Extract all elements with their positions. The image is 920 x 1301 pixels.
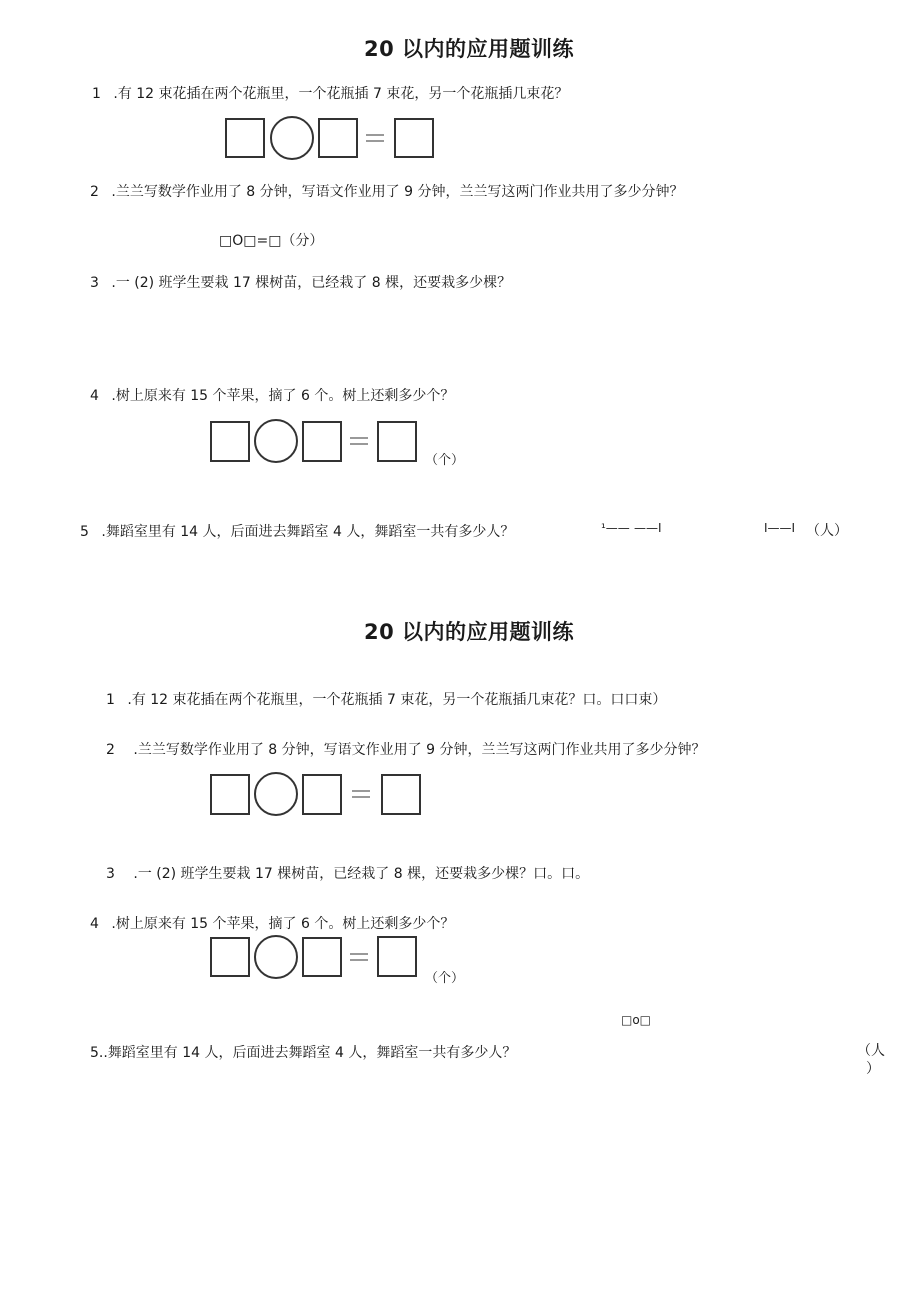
unit-label: （个） <box>425 971 465 986</box>
operator-circle[interactable] <box>254 935 298 979</box>
question-2 <box>90 181 683 201</box>
answer-box[interactable] <box>302 937 342 977</box>
question-text: .舞蹈室里有 14 人，后面进去舞蹈室 4 人，舞蹈室一共有多少人？ <box>103 1045 517 1061</box>
question-number: 3 <box>90 275 99 291</box>
question-number: 1 <box>92 86 101 102</box>
answer-box[interactable] <box>210 421 250 462</box>
equals-sign <box>350 953 368 961</box>
unit-label-close: ） <box>866 1061 880 1077</box>
answer-line-right: I——I <box>764 521 796 535</box>
operator-circle[interactable] <box>254 772 298 816</box>
question-4 <box>90 385 454 405</box>
answer-line: □O□=□（分） <box>219 233 324 249</box>
question-number: 1 <box>106 692 115 708</box>
answer-box[interactable] <box>302 421 342 462</box>
unit-label: （人 <box>857 1043 885 1059</box>
question-text: .树上原来有 15 个苹果，摘了 6 个。树上还剩多少个？ <box>111 388 455 404</box>
question-3 <box>106 863 589 883</box>
equals-sign <box>352 790 370 798</box>
operator-circle[interactable] <box>270 116 314 160</box>
answer-line: □o□ <box>621 1013 652 1027</box>
answer-box[interactable] <box>377 421 417 462</box>
question-number: 2 <box>90 184 99 200</box>
question-number: 5 <box>80 524 89 540</box>
question-2 <box>106 739 705 759</box>
answer-box[interactable] <box>394 118 434 158</box>
question-text: .一 (2) 班学生要栽 17 棵树苗，已经栽了 8 棵，还要栽多少棵？ <box>111 275 512 291</box>
page-title: 20 以内的应用题训练 <box>364 37 575 61</box>
operator-circle[interactable] <box>254 419 298 463</box>
question-1 <box>92 83 568 103</box>
answer-box[interactable] <box>302 774 342 815</box>
answer-box[interactable] <box>381 774 421 815</box>
answer-line-middle: ——I <box>634 521 662 535</box>
equals-sign <box>350 437 368 445</box>
question-text: .有 12 束花插在两个花瓶里，一个花瓶插 7 束花，另一个花瓶插几束花？口。口口束） <box>127 692 667 708</box>
question-text: .兰兰写数学作业用了 8 分钟，写语文作业用了 9 分钟，兰兰写这两门作业共用了多少分钟？ <box>111 184 684 200</box>
answer-box[interactable] <box>377 936 417 977</box>
unit-label: （个） <box>425 453 465 468</box>
question-5 <box>90 1042 516 1062</box>
page-title: 20 以内的应用题训练 <box>364 620 575 644</box>
question-number: 4 <box>90 388 99 404</box>
question-text: .树上原来有 15 个苹果，摘了 6 个。树上还剩多少个？ <box>111 916 455 932</box>
question-number: 4 <box>90 916 99 932</box>
question-text: .有 12 束花插在两个花瓶里，一个花瓶插 7 束花，另一个花瓶插几束花？ <box>113 86 569 102</box>
answer-box[interactable] <box>210 774 250 815</box>
question-4 <box>90 913 454 933</box>
equals-sign <box>366 134 384 142</box>
question-5 <box>80 521 514 541</box>
question-number: 2 <box>106 742 115 758</box>
question-text: .舞蹈室里有 14 人，后面进去舞蹈室 4 人，舞蹈室一共有多少人？ <box>101 524 515 540</box>
question-3 <box>90 272 511 292</box>
question-1 <box>106 689 666 709</box>
question-number: 5. <box>90 1045 104 1061</box>
question-text: .一 (2) 班学生要栽 17 棵树苗，已经栽了 8 棵，还要栽多少棵？口。口。 <box>133 866 590 882</box>
answer-line-left: ¹—— <box>601 521 630 535</box>
answer-box[interactable] <box>210 937 250 977</box>
question-text: .兰兰写数学作业用了 8 分钟，写语文作业用了 9 分钟，兰兰写这两门作业共用了多少分钟？ <box>133 742 706 758</box>
unit-label: （人） <box>806 523 848 539</box>
answer-box[interactable] <box>225 118 265 158</box>
question-number: 3 <box>106 866 115 882</box>
answer-box[interactable] <box>318 118 358 158</box>
